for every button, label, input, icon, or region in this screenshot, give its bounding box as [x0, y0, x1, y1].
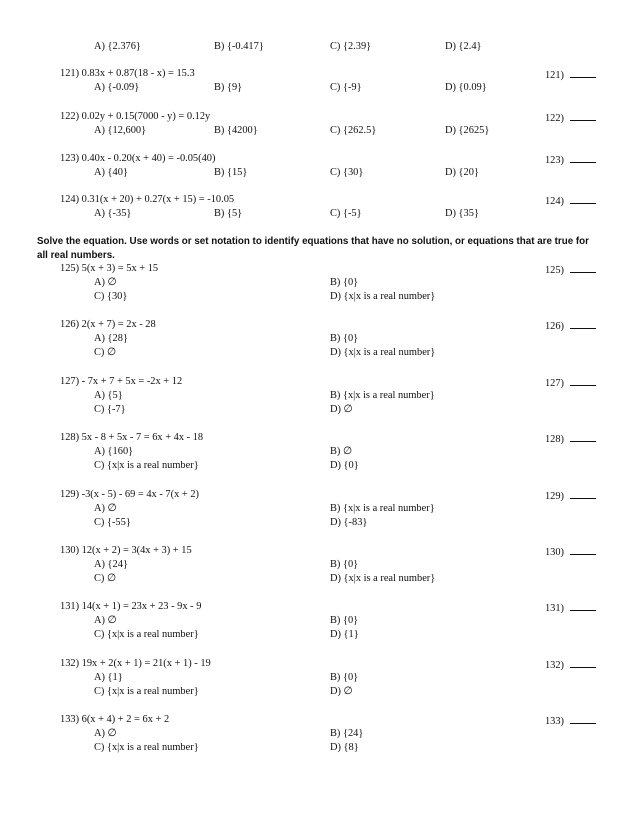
choice-b: B) {9}: [214, 82, 243, 93]
choice-c: C) {x|x is a real number}: [94, 686, 199, 697]
answer-number: 130): [544, 547, 564, 558]
answer-blank[interactable]: [570, 68, 596, 78]
answer-line[interactable]: [545, 68, 596, 81]
answer-number: 122): [544, 113, 564, 124]
answer-blank[interactable]: [570, 153, 596, 163]
choice-a: A) {5}: [94, 390, 123, 401]
choice-c: C) {30}: [94, 291, 128, 302]
question-text: 130) 12(x + 2) = 3(4x + 3) + 15: [60, 545, 192, 556]
choice-a: A) ∅: [94, 615, 117, 626]
question-text: 128) 5x - 8 + 5x - 7 = 6x + 4x - 18: [60, 432, 204, 443]
answer-blank[interactable]: [570, 489, 596, 499]
answer-blank[interactable]: [570, 111, 596, 121]
answer-blank[interactable]: [570, 263, 596, 273]
answer-number: 121): [544, 70, 564, 81]
choice-c: C) {x|x is a real number}: [94, 460, 199, 471]
choice-c: C) {-9}: [330, 82, 362, 93]
question-text: 124) 0.31(x + 20) + 0.27(x + 15) = -10.05: [60, 194, 235, 205]
choice-d: D) ∅: [330, 686, 353, 697]
question-text: 126) 2(x + 7) = 2x - 28: [60, 319, 156, 330]
choice-d: D) {8}: [330, 742, 359, 753]
choice-c: C) ∅: [94, 347, 117, 358]
choice-a: A) {-0.09}: [94, 82, 140, 93]
choice-a: A) ∅: [94, 503, 117, 514]
answer-number: 126): [544, 321, 564, 332]
choice-c: C) {30}: [330, 167, 364, 178]
question-text: 121) 0.83x + 0.87(18 - x) = 15.3: [60, 68, 195, 79]
answer-line[interactable]: [545, 111, 596, 124]
answer-number: 127): [544, 378, 564, 389]
choice-c: C) ∅: [94, 573, 117, 584]
choice-b: B) {0}: [330, 672, 359, 683]
choice-c: C) {x|x is a real number}: [94, 629, 199, 640]
answer-number: 129): [544, 491, 564, 502]
answer-blank[interactable]: [570, 194, 596, 204]
answer-blank[interactable]: [570, 714, 596, 724]
answer-line[interactable]: [545, 658, 596, 671]
question-text: 122) 0.02y + 0.15(7000 - y) = 0.12y: [60, 111, 211, 122]
answer-number: 128): [544, 434, 564, 445]
question-text: 132) 19x + 2(x + 1) = 21(x + 1) - 19: [60, 658, 211, 669]
choice-b: B) {x|x is a real number}: [330, 503, 435, 514]
choice-d: D) {0.09}: [445, 82, 487, 93]
choice-a: A) {2.376}: [94, 41, 141, 52]
choice-b: B) {0}: [330, 559, 359, 570]
choice-c: C) {x|x is a real number}: [94, 742, 199, 753]
choice-d: D) {x|x is a real number}: [330, 347, 436, 358]
answer-blank[interactable]: [570, 658, 596, 668]
answer-number: 133): [544, 716, 564, 727]
choice-a: A) {1}: [94, 672, 123, 683]
choice-c: C) {2.39}: [330, 41, 372, 52]
choice-b: B) {0}: [330, 615, 359, 626]
choice-d: D) {35}: [445, 208, 479, 219]
question-text: 123) 0.40x - 0.20(x + 40) = -0.05(40): [60, 153, 216, 164]
choice-a: A) {-35}: [94, 208, 132, 219]
question-text: 133) 6(x + 4) + 2 = 6x + 2: [60, 714, 170, 725]
choice-a: A) {28}: [94, 333, 128, 344]
choice-d: D) {0}: [330, 460, 359, 471]
answer-line[interactable]: [545, 489, 596, 502]
answer-blank[interactable]: [570, 545, 596, 555]
choice-b: B) {5}: [214, 208, 243, 219]
question-text: 129) -3(x - 5) - 69 = 4x - 7(x + 2): [60, 489, 199, 500]
answer-number: 123): [544, 155, 564, 166]
question-text: 127) - 7x + 7 + 5x = -2x + 12: [60, 376, 183, 387]
choice-d: D) {x|x is a real number}: [330, 573, 436, 584]
choice-d: D) {2.4}: [445, 41, 482, 52]
question-text: 125) 5(x + 3) = 5x + 15: [60, 263, 159, 274]
choice-a: A) {12,600}: [94, 125, 147, 136]
choice-c: C) {262.5}: [330, 125, 377, 136]
answer-line[interactable]: [545, 545, 596, 558]
answer-blank[interactable]: [570, 432, 596, 442]
answer-blank[interactable]: [570, 376, 596, 386]
choice-b: B) {0}: [330, 333, 359, 344]
choice-b: B) {4200}: [214, 125, 258, 136]
choice-a: A) ∅: [94, 728, 117, 739]
answer-number: 132): [544, 660, 564, 671]
choice-d: D) {2625}: [445, 125, 490, 136]
answer-number: 131): [544, 603, 564, 614]
choice-b: B) {24}: [330, 728, 364, 739]
answer-number: 124): [544, 196, 564, 207]
choice-d: D) {20}: [445, 167, 479, 178]
choice-a: A) ∅: [94, 277, 117, 288]
choice-a: A) {160}: [94, 446, 134, 457]
answer-line[interactable]: [545, 319, 596, 332]
answer-line[interactable]: [545, 153, 596, 166]
choice-d: D) {-83}: [330, 517, 368, 528]
answer-line[interactable]: [545, 601, 596, 614]
choice-b: B) {15}: [214, 167, 248, 178]
choice-b: B) ∅: [330, 446, 353, 457]
answer-line[interactable]: [545, 194, 596, 207]
answer-blank[interactable]: [570, 601, 596, 611]
answer-number: 125): [544, 265, 564, 276]
choice-d: D) ∅: [330, 404, 353, 415]
choice-a: A) {40}: [94, 167, 128, 178]
answer-line[interactable]: [545, 376, 596, 389]
section-instructions: Solve the equation. Use words or set notation to identify equations that have no solution, or equations that are true for all real numbers.: [37, 236, 589, 261]
choice-b: B) {-0.417}: [214, 41, 264, 52]
choice-b: B) {x|x is a real number}: [330, 390, 435, 401]
choice-d: D) {x|x is a real number}: [330, 291, 436, 302]
question-text: 131) 14(x + 1) = 23x + 23 - 9x - 9: [60, 601, 202, 612]
choice-a: A) {24}: [94, 559, 128, 570]
choice-c: C) {-55}: [94, 517, 131, 528]
choice-c: C) {-7}: [94, 404, 126, 415]
choice-d: D) {1}: [330, 629, 359, 640]
choice-b: B) {0}: [330, 277, 359, 288]
answer-blank[interactable]: [570, 319, 596, 329]
answer-line[interactable]: [545, 432, 596, 445]
choice-c: C) {-5}: [330, 208, 362, 219]
answer-line[interactable]: [545, 714, 596, 727]
answer-line[interactable]: [545, 263, 596, 276]
